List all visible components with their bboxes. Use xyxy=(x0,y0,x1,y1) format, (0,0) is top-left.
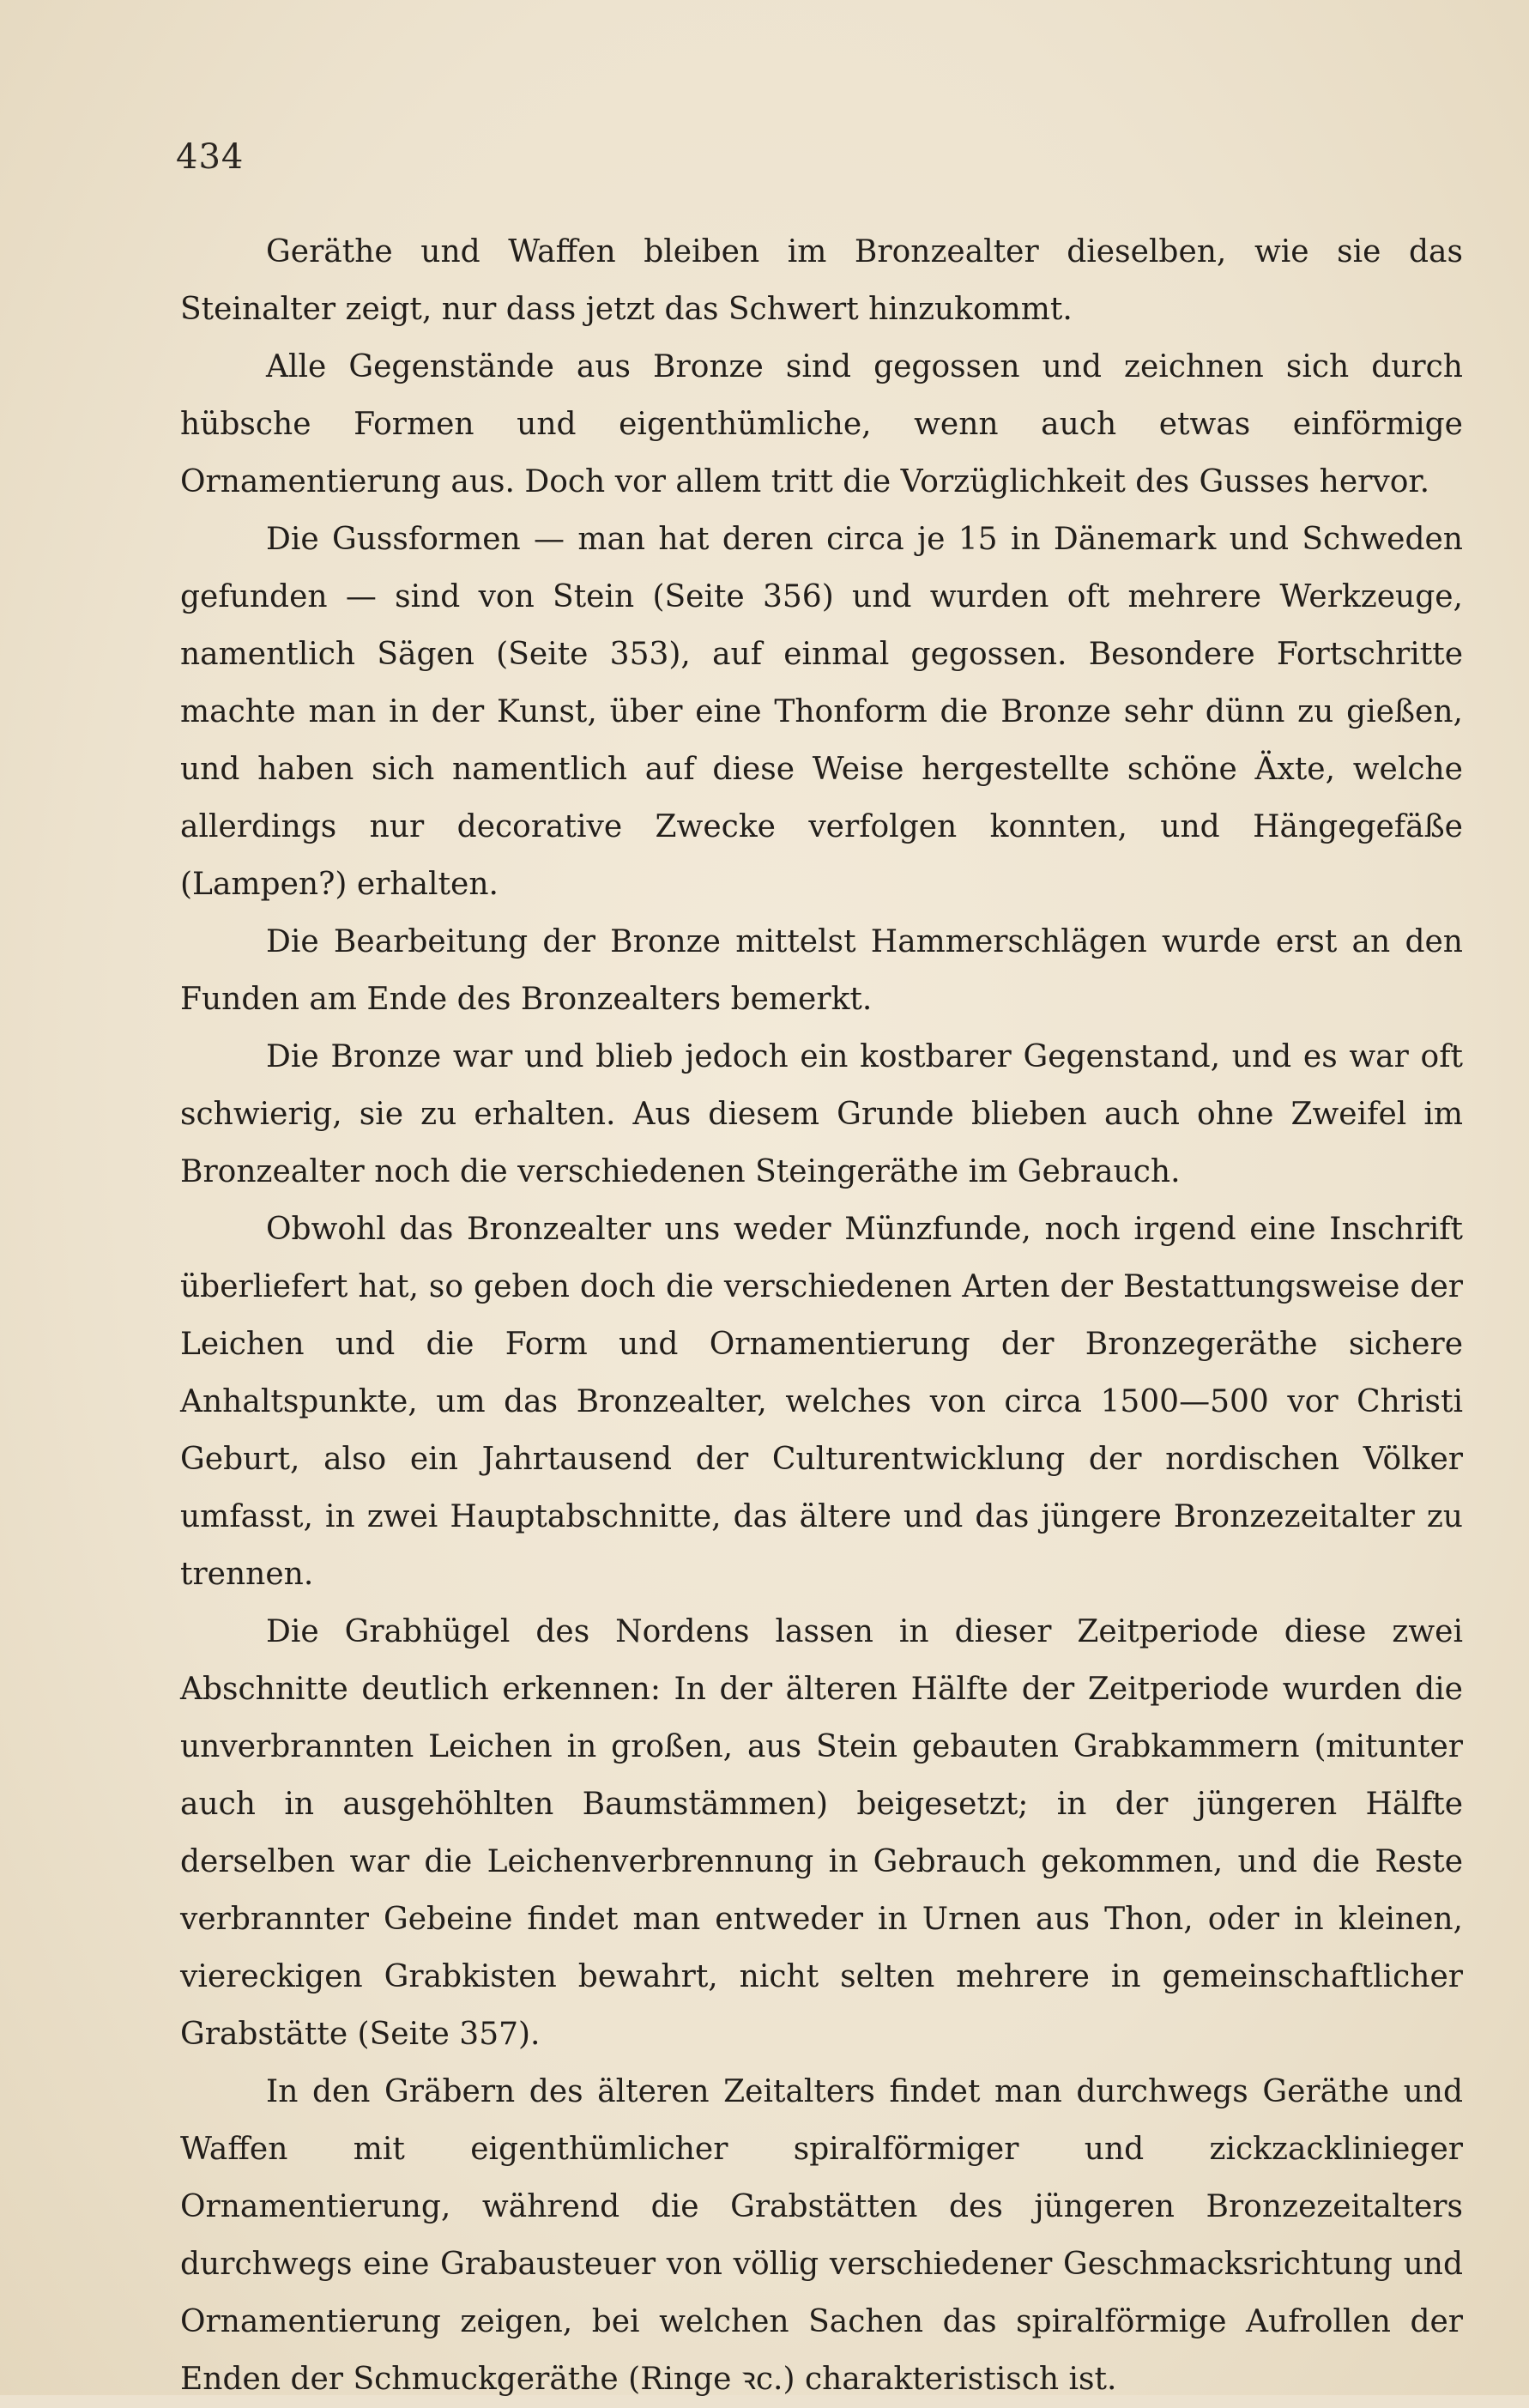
paragraph-2: Alle Gegenstände aus Bronze sind gegossen und zeichnen sich durch hübsche Formen und eigenthümliche, wenn auch etwas einförmige Ornamentierung aus. Doch vor allem tritt die Vorzüglichkeit des Gusses hervor. xyxy=(180,349,1463,499)
paragraph-5: Die Bronze war und blieb jedoch ein kostbarer Gegenstand, und es war oft schwierig, sie zu erhalten. Aus diesem Grunde blieben auch ohne Zweifel im Bronzealter noch die verschiedenen Steingeräthe im Gebrauch. xyxy=(180,1039,1463,1189)
body-text xyxy=(180,223,1463,2408)
paragraph-4: Die Bearbeitung der Bronze mittelst Hammerschlägen wurde erst an den Funden am Ende des Bronzealters bemerkt. xyxy=(180,924,1463,1017)
page-number: 434 xyxy=(176,137,245,177)
paragraph-1: Geräthe und Waffen bleiben im Bronzealter dieselben, wie sie das Steinalter zeigt, nur dass jetzt das Schwert hinzukommt. xyxy=(180,234,1463,327)
paragraph-8: In den Gräbern des älteren Zeitalters findet man durchwegs Geräthe und Waffen mit eigenthümlicher spiralförmiger und zickzacklinieger Ornamentierung, während die Grabstätten des jüngeren Bronzezeitalters durchwegs eine Grabausteuer von völlig verschiedener Geschmacksrichtung und Ornamentierung zeigen, bei welchen Sachen das spiralförmige Aufrollen der Enden der Schmuckgeräthe (Ringe ꝛc.) charakteristisch ist. xyxy=(180,2074,1463,2397)
paragraph-3: Die Gussformen — man hat deren circa je 15 in Dänemark und Schweden gefunden — sind von Stein (Seite 356) und wurden oft mehrere Werkzeuge, namentlich Sägen (Seite 353), auf einmal gegossen. Besondere Fortschritte machte man in der Kunst, über eine Thonform die Bronze sehr dünn zu gießen, und haben sich namentlich auf diese Weise hergestellte schöne Äxte, welche allerdings nur decorative Zwecke verfolgen konnten, und Hängegefäße (Lampen?) erhalten. xyxy=(180,522,1463,902)
paragraph-7: Die Grabhügel des Nordens lassen in dieser Zeitperiode diese zwei Abschnitte deutlich erkennen: In der älteren Hälfte der Zeitperiode wurden die unverbrannten Leichen in großen, aus Stein gebauten Grabkammern (mitunter auch in ausgehöhlten Baumstämmen) beigesetzt; in der jüngeren Hälfte derselben war die Leichenverbrennung in Gebrauch gekommen, und die Reste verbrannter Gebeine findet man entweder in Urnen aus Thon, oder in kleinen, viereckigen Grabkisten bewahrt, nicht selten mehrere in gemeinschaftlicher Grabstätte (Seite 357). xyxy=(180,1614,1463,2052)
paragraph-6: Obwohl das Bronzealter uns weder Münzfunde, noch irgend eine Inschrift überliefert hat, so geben doch die verschiedenen Arten der Bestattungsweise der Leichen und die Form und Ornamentierung der Bronzegeräthe sichere Anhaltspunkte, um das Bronzealter, welches von circa 1500—500 vor Christi Geburt, also ein Jahrtausend der Culturentwicklung der nordischen Völker umfasst, in zwei Hauptabschnitte, das ältere und das jüngere Bronzezeitalter zu trennen. xyxy=(180,1212,1463,1592)
